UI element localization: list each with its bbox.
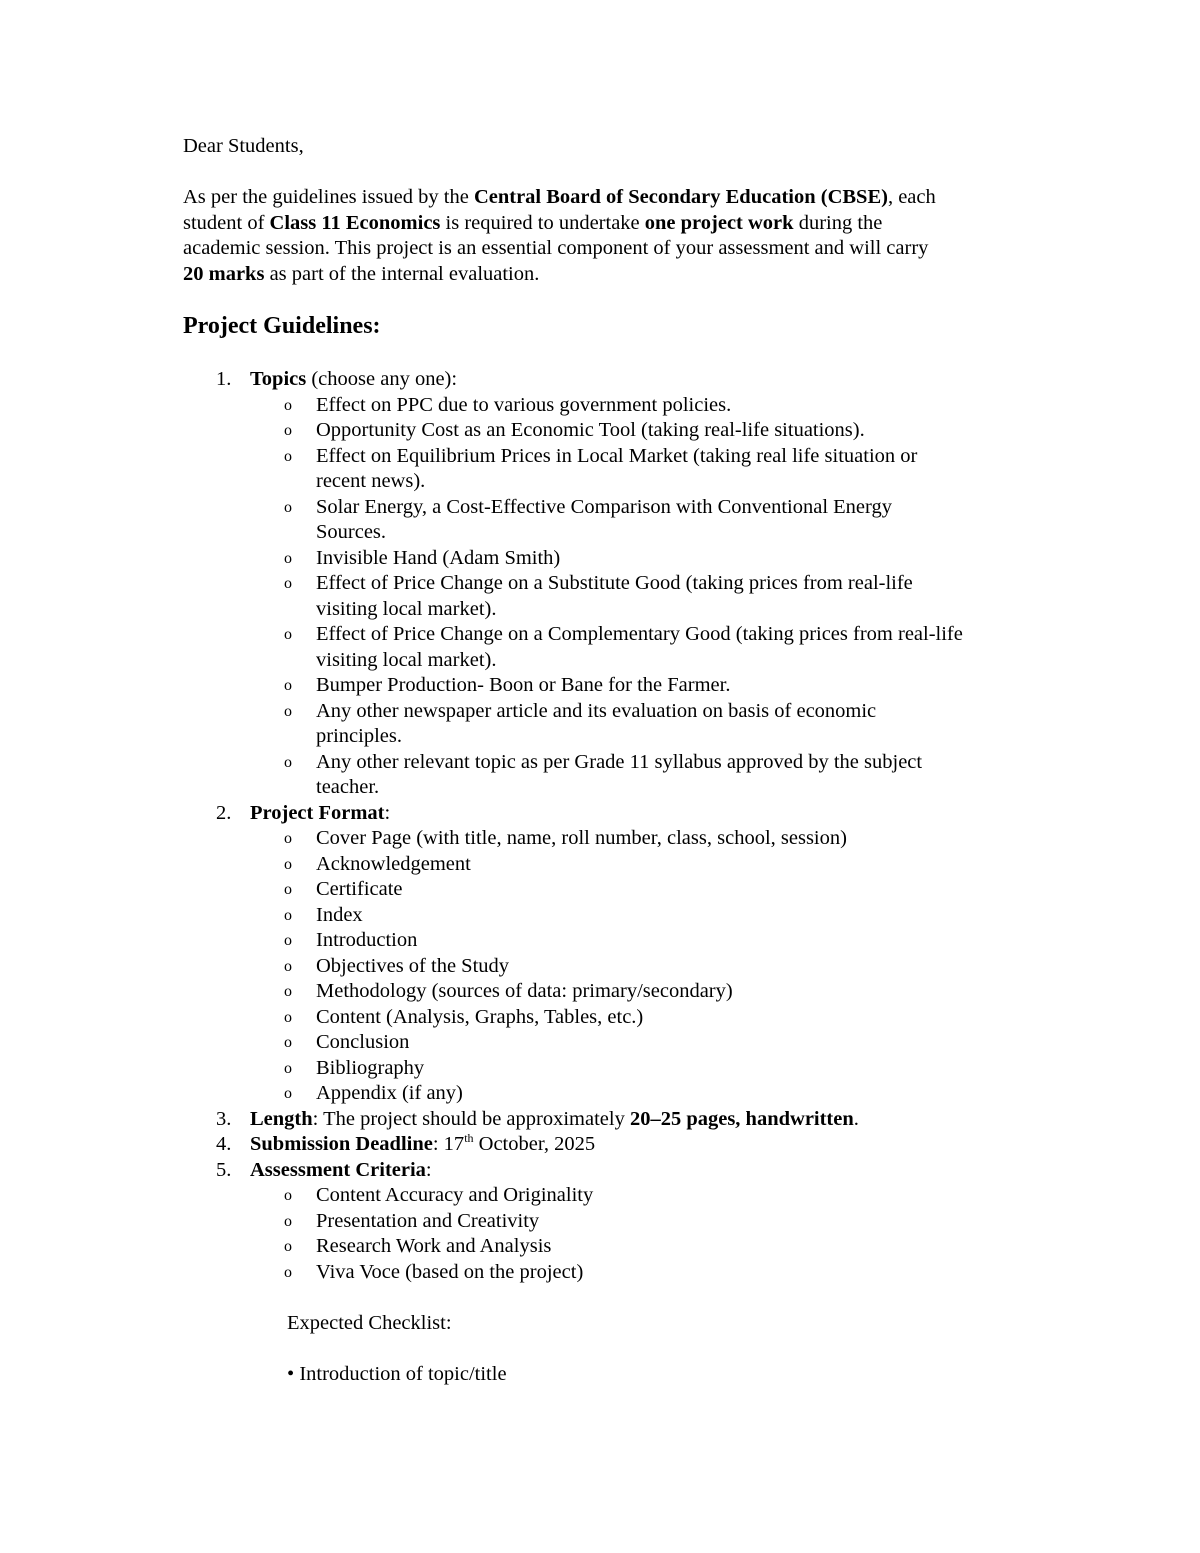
topic-text: Effect of Price Change on a Substitute Good (taking prices from real-life xyxy=(316,572,913,594)
topic-item xyxy=(183,571,1033,622)
checklist-title: Expected Checklist: xyxy=(287,1311,452,1334)
bullet-o: o xyxy=(284,1059,292,1077)
topic-text-cont: teacher. xyxy=(316,776,380,798)
format-text: Bibliography xyxy=(316,1056,425,1079)
list-item-topics xyxy=(183,367,1033,393)
bullet-o: o xyxy=(284,906,292,924)
greeting: Dear Students, xyxy=(183,135,304,157)
guidelines-list xyxy=(183,367,1033,1387)
item-text: (choose any one): xyxy=(306,368,458,390)
bullet-o: o xyxy=(284,422,292,439)
bullet-o: o xyxy=(284,1187,292,1204)
item-label: Topics xyxy=(250,368,307,390)
topic-text-cont: visiting local market). xyxy=(316,597,497,620)
bullet-o: o xyxy=(284,957,292,975)
criteria-item xyxy=(183,1183,1033,1209)
topic-text: Bumper Production- Boon or Bane for the Farmer. xyxy=(316,674,731,696)
format-item xyxy=(183,826,1033,852)
list-number: 5. xyxy=(216,1158,232,1181)
list-number: 4. xyxy=(216,1133,232,1155)
topic-text: Effect of Price Change on a Complementary Good (taking prices from real-life xyxy=(316,623,963,645)
criteria-text: Presentation and Creativity xyxy=(316,1209,540,1232)
bullet-o: o xyxy=(284,702,292,720)
topic-item xyxy=(183,622,1033,673)
format-item xyxy=(183,903,1033,929)
format-item xyxy=(183,979,1033,1005)
intro-bold-project: one project work xyxy=(644,211,794,234)
intro-paragraph xyxy=(183,185,1013,287)
bullet-o: o xyxy=(284,932,292,949)
list-number: 2. xyxy=(216,801,232,824)
criteria-item xyxy=(183,1260,1033,1286)
section-heading: Project Guidelines: xyxy=(183,313,381,339)
topic-text: Effect on PPC due to various government policies. xyxy=(316,393,732,416)
ordinal-suffix: th xyxy=(464,1131,474,1146)
format-text: Certificate xyxy=(316,878,403,900)
format-text: Content (Analysis, Graphs, Tables, etc.) xyxy=(316,1005,644,1028)
topic-item xyxy=(183,418,1033,444)
item-text: : xyxy=(425,1158,432,1181)
topic-text-cont: principles. xyxy=(316,725,402,747)
intro-line-1 xyxy=(183,185,1013,211)
format-item xyxy=(183,852,1033,878)
topic-item xyxy=(183,444,1033,495)
format-text: Conclusion xyxy=(316,1031,410,1053)
bullet-o: o xyxy=(284,677,292,694)
topic-text-cont: recent news). xyxy=(316,470,426,492)
blank-line xyxy=(183,1336,1033,1362)
bullet-o: o xyxy=(284,881,292,898)
format-text: Appendix (if any) xyxy=(316,1082,463,1104)
checklist-item xyxy=(183,1362,1033,1388)
topic-item xyxy=(183,495,1033,546)
format-item xyxy=(183,928,1033,954)
topic-text-cont: Sources. xyxy=(316,521,387,543)
bullet-o: o xyxy=(284,1212,292,1230)
list-item-criteria xyxy=(183,1158,1033,1184)
bullet-o: o xyxy=(284,1034,292,1051)
intro-text: during the xyxy=(793,211,883,234)
bullet-o: o xyxy=(284,498,292,516)
item-text: : 17 xyxy=(432,1133,465,1155)
bullet-o: o xyxy=(284,1263,292,1281)
blank-line xyxy=(183,1285,1033,1311)
criteria-text: Content Accuracy and Originality xyxy=(316,1184,594,1206)
format-item xyxy=(183,1030,1033,1056)
format-text: Acknowledgement xyxy=(316,852,471,875)
item-bold-pages: 20–25 pages, handwritten xyxy=(629,1107,854,1130)
item-text-end: . xyxy=(853,1107,859,1130)
topic-item xyxy=(183,393,1033,419)
bullet-o: o xyxy=(284,447,292,465)
bullet-dot: • xyxy=(287,1362,295,1385)
format-item xyxy=(183,954,1033,980)
bullet-o: o xyxy=(284,575,292,592)
format-item xyxy=(183,1056,1033,1082)
list-number: 3. xyxy=(216,1107,232,1130)
bullet-o: o xyxy=(284,1008,292,1026)
intro-bold-marks: 20 marks xyxy=(183,262,265,285)
criteria-item xyxy=(183,1209,1033,1235)
format-item xyxy=(183,1005,1033,1031)
bullet-o: o xyxy=(284,549,292,567)
format-text: Methodology (sources of data: primary/secondary) xyxy=(316,980,733,1002)
list-number: 1. xyxy=(216,368,232,390)
criteria-item xyxy=(183,1234,1033,1260)
bullet-o: o xyxy=(284,830,292,847)
bullet-o: o xyxy=(284,396,292,414)
item-label: Assessment Criteria xyxy=(250,1158,426,1181)
format-item xyxy=(183,877,1033,903)
topic-text: Any other relevant topic as per Grade 11 syllabus approved by the subject xyxy=(316,750,923,773)
intro-bold-cbse: Central Board of Secondary Education (CBSE) xyxy=(473,186,888,208)
intro-text: , each xyxy=(887,186,936,208)
topic-item xyxy=(183,750,1033,801)
intro-bold-class: Class 11 Economics xyxy=(269,211,441,234)
criteria-text: Research Work and Analysis xyxy=(316,1235,552,1257)
item-text-end: October, 2025 xyxy=(473,1133,596,1155)
topic-item xyxy=(183,673,1033,699)
topic-text: Solar Energy, a Cost-Effective Comparison with Conventional Energy xyxy=(316,495,892,518)
format-text: Introduction xyxy=(316,929,418,951)
format-item xyxy=(183,1081,1033,1107)
topic-text: Opportunity Cost as an Economic Tool (taking real-life situations). xyxy=(316,419,865,441)
topic-text: Invisible Hand (Adam Smith) xyxy=(316,546,561,569)
list-item-deadline xyxy=(183,1132,1033,1158)
item-label: Project Format xyxy=(250,801,385,824)
bullet-o: o xyxy=(284,626,292,643)
intro-line-4 xyxy=(183,262,1013,288)
bullet-o: o xyxy=(284,1238,292,1255)
intro-text: As per the guidelines issued by the xyxy=(183,186,474,208)
bullet-o: o xyxy=(284,1085,292,1102)
item-label: Length xyxy=(250,1107,313,1130)
format-text: Objectives of the Study xyxy=(316,954,510,977)
intro-text: student of xyxy=(183,211,270,234)
list-item-format xyxy=(183,801,1033,827)
bullet-o: o xyxy=(284,983,292,1000)
topic-item xyxy=(183,699,1033,750)
bullet-o: o xyxy=(284,855,292,873)
checklist-text: Introduction of topic/title xyxy=(299,1362,507,1385)
list-item-length xyxy=(183,1107,1033,1133)
topic-text-cont: visiting local market). xyxy=(316,648,497,671)
bullet-o: o xyxy=(284,753,292,771)
item-label: Submission Deadline xyxy=(250,1133,433,1155)
topic-item xyxy=(183,546,1033,572)
topic-text: Effect on Equilibrium Prices in Local Market (taking real life situation or xyxy=(316,444,918,467)
intro-text: is required to undertake xyxy=(440,211,645,234)
intro-line-3: academic session. This project is an essential component of your assessment and will carry xyxy=(183,237,929,259)
intro-text: as part of the internal evaluation. xyxy=(264,262,540,285)
format-text: Cover Page (with title, name, roll number, class, school, session) xyxy=(316,827,847,849)
intro-line-2 xyxy=(183,211,1013,237)
format-text: Index xyxy=(316,903,363,926)
topic-text: Any other newspaper article and its evaluation on basis of economic xyxy=(316,699,877,722)
item-text: : The project should be approximately xyxy=(312,1107,630,1130)
item-text: : xyxy=(384,801,391,824)
criteria-text: Viva Voce (based on the project) xyxy=(316,1260,584,1283)
